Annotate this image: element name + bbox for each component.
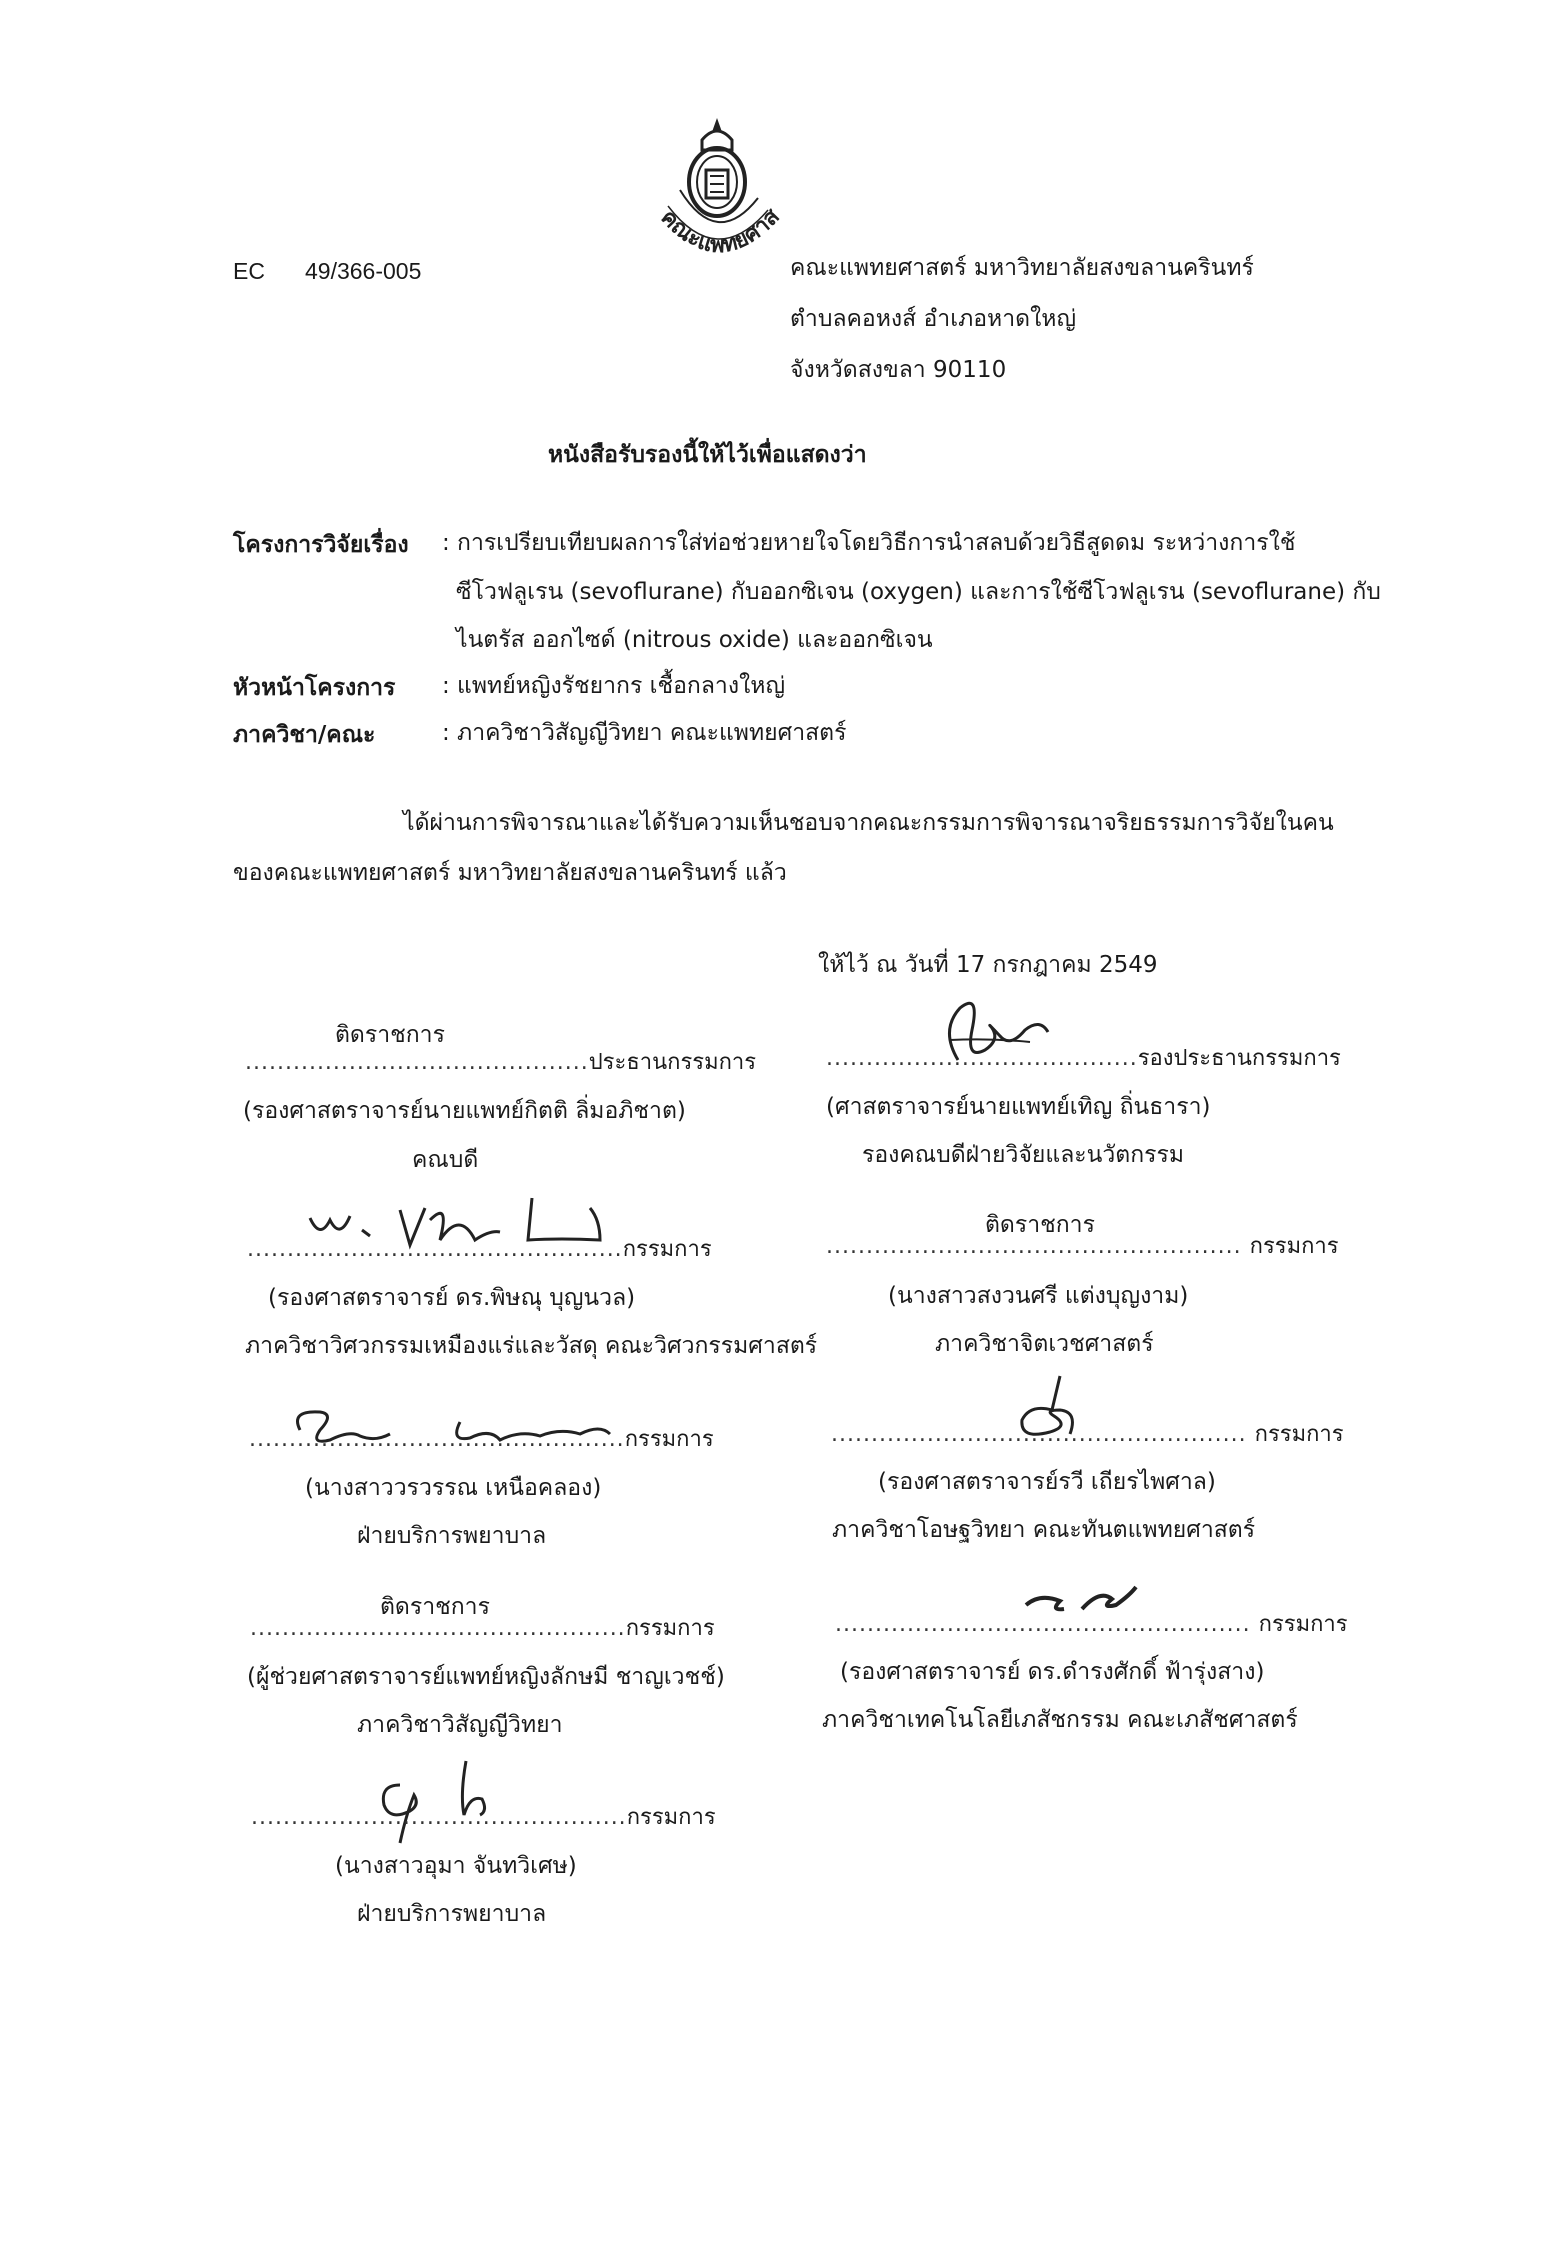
member-right-1-position: ภาควิชาจิตเวชศาสตร์ xyxy=(935,1331,1154,1357)
member-right-2-role: กรรมการ xyxy=(1254,1422,1344,1447)
issue-date: ให้ไว้ ณ วันที่ 17 กรกฎาคม 2549 xyxy=(818,952,1158,978)
department-label: ภาควิชา/คณะ xyxy=(233,722,376,748)
member-left-3-role: กรรมการ xyxy=(625,1616,715,1641)
vice-chair-name: (ศาสตราจารย์นายแพทย์เทิญ ถิ่นธารา) xyxy=(826,1094,1211,1120)
ec-label: EC xyxy=(233,258,265,284)
member-left-3-signature-line: ...............................................กรรมการ xyxy=(250,1616,715,1641)
vice-chair-role: รองประธานกรรมการ xyxy=(1137,1046,1341,1071)
chair-position: คณบดี xyxy=(412,1147,479,1173)
research-title-line-2: ซีโวฟลูเรน (sevoflurane) กับออกซิเจน (oxygen) และการใช้ซีโวฟลูเรน (sevoflurane) กับ xyxy=(456,579,1381,605)
chair-name: (รองศาสตราจารย์นายแพทย์กิตติ ลิ่มอภิชาต) xyxy=(243,1098,686,1124)
member-right-1-name: (นางสาวสงวนศรี แต่งบุญงาม) xyxy=(888,1283,1189,1309)
address-line-3: จังหวัดสงขลา 90110 xyxy=(790,357,1007,383)
vice-chair-position: รองคณบดีฝ่ายวิจัยและนวัตกรรม xyxy=(862,1142,1185,1168)
seal-text: คณะแพทยศาส xyxy=(655,204,785,259)
project-head-value: : แพทย์หญิงรัชยากร เชื้อกลางใหญ่ xyxy=(442,673,786,699)
certificate-title: หนังสือรับรองนี้ให้ไว้เพื่อแสดงว่า xyxy=(548,442,867,468)
research-label: โครงการวิจัยเรื่อง xyxy=(233,532,409,558)
member-left-4-position: ฝ่ายบริการพยาบาล xyxy=(357,1901,547,1927)
ec-number: 49/366-005 xyxy=(305,258,422,284)
member-left-3-position: ภาควิชาวิสัญญีวิทยา xyxy=(357,1712,563,1738)
member-left-1-position: ภาควิชาวิศวกรรมเหมืองแร่และวัสดุ คณะวิศวกรรมศาสตร์ xyxy=(245,1333,818,1359)
member-left-1-role: กรรมการ xyxy=(622,1237,712,1262)
member-left-2-name: (นางสาววรวรรณ เหนือคลอง) xyxy=(305,1475,602,1501)
research-title-line-3: ไนตรัส ออกไซด์ (nitrous oxide) และออกซิเจน xyxy=(456,627,933,653)
member-right-3-name: (รองศาสตราจารย์ ดร.ดำรงศักดิ์ ฟ้ารุ่งสาง) xyxy=(840,1659,1265,1685)
approval-line-2: ของคณะแพทยศาสตร์ มหาวิทยาลัยสงขลานครินทร์ แล้ว xyxy=(233,860,787,886)
member-left-1-name: (รองศาสตราจารย์ ดร.พิษณุ บุญนวล) xyxy=(268,1285,636,1311)
faculty-seal-icon xyxy=(640,110,795,260)
chair-absent-note: ติดราชการ xyxy=(335,1022,445,1048)
member-right-1-absent-note: ติดราชการ xyxy=(985,1212,1095,1238)
member-right-2-signature-line: .................................................... กรรมการ xyxy=(831,1422,1344,1447)
member-right-3-role: กรรมการ xyxy=(1258,1612,1348,1637)
member-left-3-name: (ผู้ช่วยศาสตราจารย์แพทย์หญิงลักษมี ชาญเวชช์) xyxy=(247,1664,725,1690)
member-left-2-signature-line: ...............................................กรรมการ xyxy=(249,1427,714,1452)
member-left-1-signature-line: ...............................................กรรมการ xyxy=(247,1237,712,1262)
member-left-4-role: กรรมการ xyxy=(626,1805,716,1830)
address-line-1: คณะแพทยศาสตร์ มหาวิทยาลัยสงขลานครินทร์ xyxy=(790,255,1254,281)
member-right-1-role: กรรมการ xyxy=(1249,1234,1339,1259)
chair-role: ประธานกรรมการ xyxy=(588,1050,757,1075)
address-line-2: ตำบลคอหงส์ อำเภอหาดใหญ่ xyxy=(790,306,1077,332)
member-right-3-position: ภาควิชาเทคโนโลยีเภสัชกรรม คณะเภสัชศาสตร์ xyxy=(822,1707,1298,1733)
research-title-line-1: : การเปรียบเทียบผลการใส่ท่อช่วยหายใจโดยวิธีการนำสลบด้วยวิธีสูดดม ระหว่างการใช้ xyxy=(442,530,1296,556)
member-right-3-signature-line: .................................................... กรรมการ xyxy=(835,1612,1348,1637)
project-head-label: หัวหน้าโครงการ xyxy=(233,675,396,701)
member-left-3-absent-note: ติดราชการ xyxy=(380,1594,490,1620)
chair-signature-line: ...........................................ประธานกรรมการ xyxy=(245,1050,757,1075)
department-value: : ภาควิชาวิสัญญีวิทยา คณะแพทยศาสตร์ xyxy=(442,720,847,746)
member-left-2-role: กรรมการ xyxy=(624,1427,714,1452)
member-right-2-name: (รองศาสตราจารย์รวี เถียรไพศาล) xyxy=(878,1469,1216,1495)
member-left-4-name: (นางสาวอุมา จันทวิเศษ) xyxy=(335,1853,577,1879)
approval-line-1: ได้ผ่านการพิจารณาและได้รับความเห็นชอบจากคณะกรรมการพิจารณาจริยธรรมการวิจัยในคน xyxy=(403,810,1334,836)
member-left-4-signature-line: ...............................................กรรมการ xyxy=(251,1805,716,1830)
member-right-1-signature-line: .................................................... กรรมการ xyxy=(826,1234,1339,1259)
member-left-2-position: ฝ่ายบริการพยาบาล xyxy=(357,1523,547,1549)
member-right-2-position: ภาควิชาโอษฐวิทยา คณะทันตแพทยศาสตร์ xyxy=(832,1517,1256,1543)
vice-chair-signature-line: .......................................รองประธานกรรมการ xyxy=(826,1046,1341,1071)
